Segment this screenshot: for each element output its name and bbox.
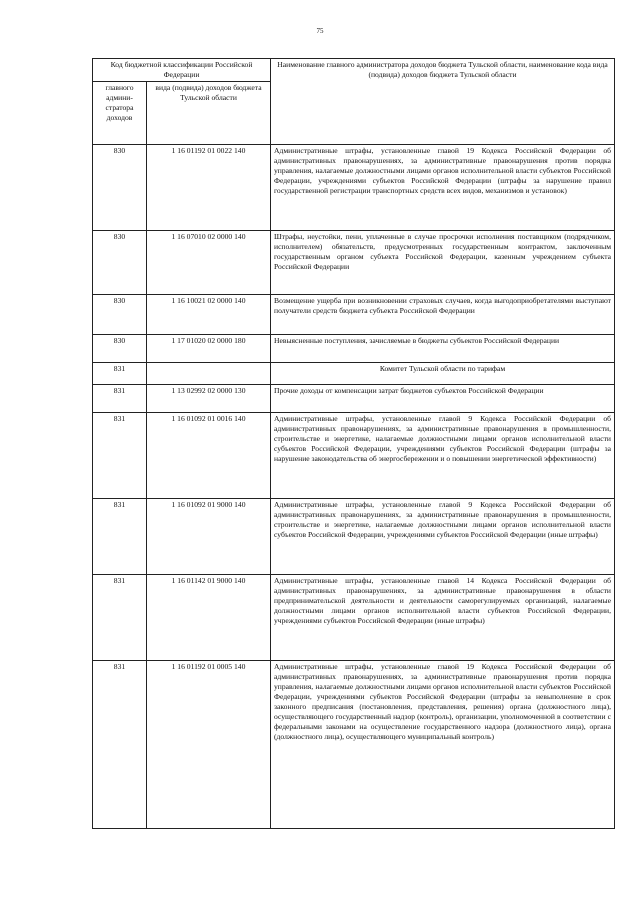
admin-code: 830 [93, 231, 147, 295]
table-row [93, 385, 615, 413]
revenue-code: 1 16 01192 01 0005 140 [147, 661, 271, 829]
revenue-name: Административные штрафы, установленные главой 19 Кодекса Российской Федерации об административных правонарушениях, за административные правонарушения против порядка управления, налагаемые должностными лицами органов исполнительной власти субъектов Российской Федерации, учреждениями субъектов Российской Федерации (штрафы за невыполнение в срок законного предписания (постановления, представления, решения) органа (должностного лица), осуществляющего государственный надзор (контроль), организации, уполномоченной в соответствии с федеральными законами на осуществление государственного надзора (должностного лица), органа (должностного лица), осуществляющего муниципальный контроль) [271, 661, 615, 829]
revenue-name: Административные штрафы, установленные главой 14 Кодекса Российской Федерации об административных правонарушениях, за административные правонарушения в области предпринимательской деятельности и деятельности саморегулируемых организаций, налагаемые должностными лицами органов исполнительной власти субъектов Российской Федерации, учреждениями субъектов Российской Федерации (иные штрафы) [271, 575, 615, 661]
admin-code: 830 [93, 145, 147, 231]
revenue-code: 1 13 02992 02 0000 130 [147, 385, 271, 413]
admin-code: 831 [93, 661, 147, 829]
admin-code: 831 [93, 499, 147, 575]
table-row [93, 145, 615, 231]
header-code: Код бюджетной классификации Российской Федерации [93, 59, 271, 82]
revenue-code: 1 16 01092 01 9000 140 [147, 499, 271, 575]
table-row [93, 231, 615, 295]
table-row [93, 335, 615, 363]
header-name: Наименование главного администратора доходов бюджета Тульской области, наименование кода вида (подвида) доходов бюджета Тульской области [271, 59, 615, 145]
revenue-code: 1 16 07010 02 0000 140 [147, 231, 271, 295]
revenue-name: Административные штрафы, установленные главой 9 Кодекса Российской Федерации об административных правонарушениях, за административные правонарушения в промышленности, строительстве и энергетике, налагаемые должностными лицами органов исполнительной власти субъектов Российской Федерации, учреждениями субъектов Российской Федерации (иные штрафы) [271, 499, 615, 575]
revenue-code [147, 363, 271, 385]
revenue-code: 1 16 10021 02 0000 140 [147, 295, 271, 335]
subheader-kind: вида (подвида) доходов бюджета Тульской области [147, 82, 271, 145]
subheader-admin: главного админи-стратора доходов [93, 82, 147, 145]
table-row [93, 295, 615, 335]
page-number: 75 [316, 27, 324, 35]
revenue-code: 1 16 01192 01 0022 140 [147, 145, 271, 231]
revenue-name: Невыясненные поступления, зачисляемые в бюджеты субъектов Российской Федерации [271, 335, 615, 363]
table-row [93, 575, 615, 661]
admin-code: 831 [93, 385, 147, 413]
table-row [93, 499, 615, 575]
table-row [93, 661, 615, 829]
revenue-name: Возмещение ущерба при возникновении страховых случаев, когда выгодоприобретателями выступают получатели средств бюджета субъекта Российской Федерации [271, 295, 615, 335]
revenue-code: 1 16 01142 01 9000 140 [147, 575, 271, 661]
revenue-name: Штрафы, неустойки, пени, уплаченные в случае просрочки исполнения поставщиком (подрядчиком, исполнителем) обязательств, предусмотренных государственным контрактом, заключенным государственным органом субъекта Российской Федерации, казенным учреждением субъекта Российской Федерации [271, 231, 615, 295]
revenue-name: Административные штрафы, установленные главой 9 Кодекса Российской Федерации об административных правонарушениях, за административные правонарушения в промышленности, строительстве и энергетике, налагаемые должностными лицами органов исполнительной власти субъектов Российской Федерации, учреждениями субъектов Российской Федерации (штрафы за нарушение законодательства об энергосбережении и о повышении энергетической эффективности) [271, 413, 615, 499]
administrator-name: Комитет Тульской области по тарифам [271, 363, 615, 385]
revenue-code: 1 16 01092 01 0016 140 [147, 413, 271, 499]
budget-classification-table [92, 58, 615, 829]
admin-code: 830 [93, 295, 147, 335]
admin-code: 831 [93, 363, 147, 385]
revenue-name: Прочие доходы от компенсации затрат бюджетов субъектов Российской Федерации [271, 385, 615, 413]
revenue-code: 1 17 01020 02 0000 180 [147, 335, 271, 363]
table-row [93, 363, 615, 385]
revenue-name: Административные штрафы, установленные главой 19 Кодекса Российской Федерации об административных правонарушениях, за административные правонарушения против порядка управления, налагаемые должностными лицами органов исполнительной власти субъектов Российской Федерации, учреждениями субъектов Российской Федерации (штрафы за нарушение правил государственной регистрации транспортных средств всех видов, механизмов и установок) [271, 145, 615, 231]
admin-code: 830 [93, 335, 147, 363]
admin-code: 831 [93, 413, 147, 499]
admin-code: 831 [93, 575, 147, 661]
table-row [93, 413, 615, 499]
